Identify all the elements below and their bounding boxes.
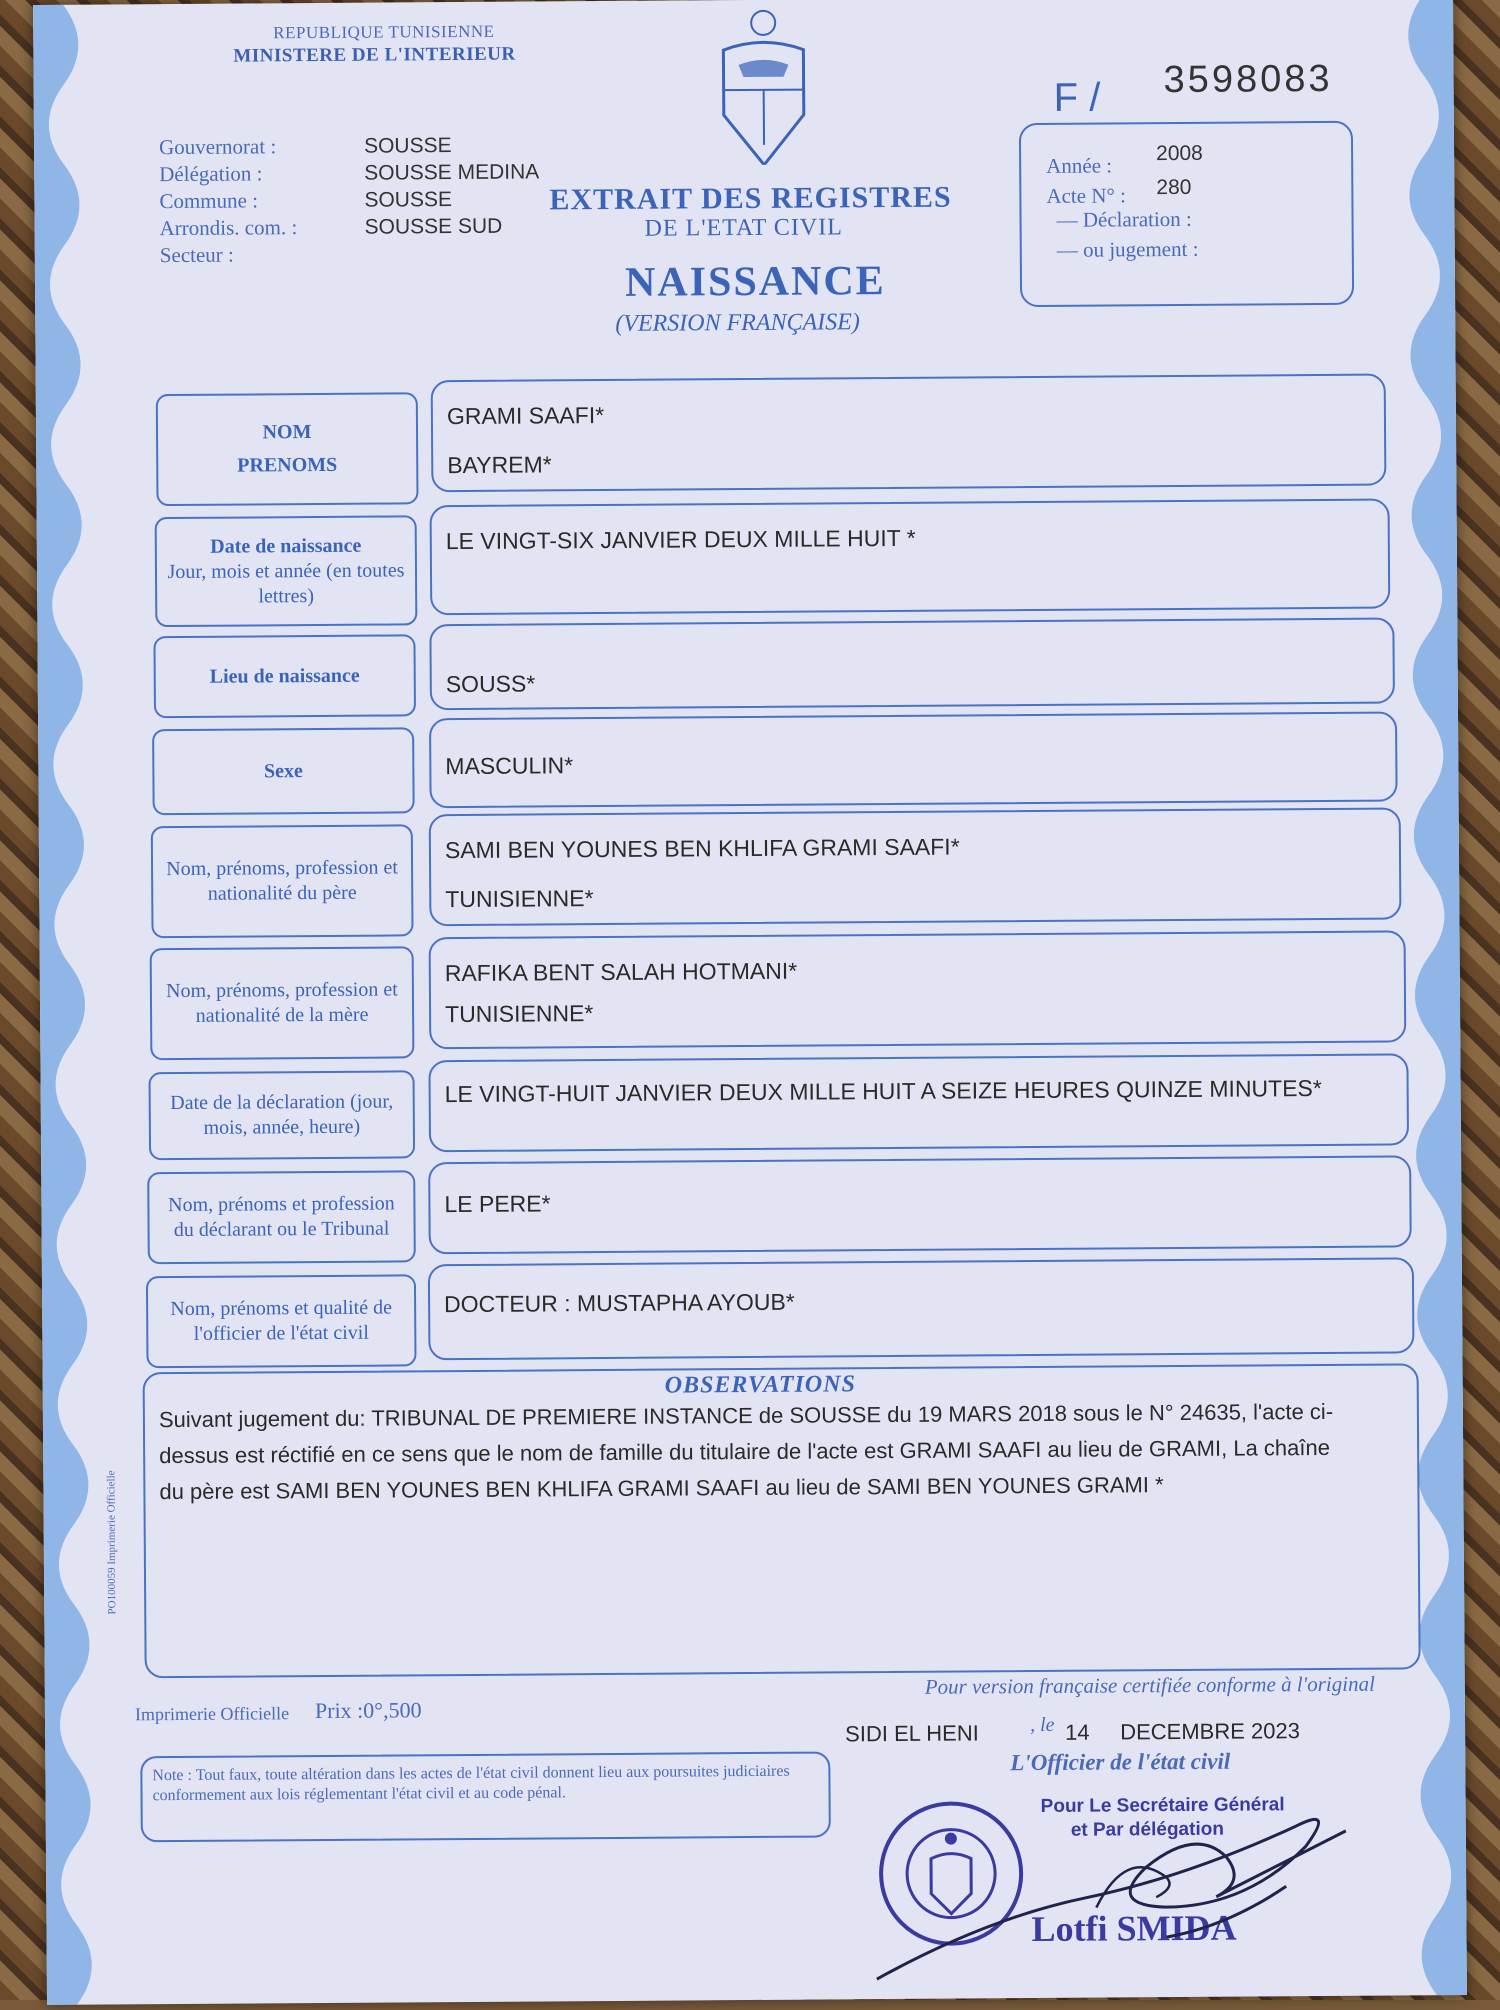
legal-note-text: Note : Tout faux, toute altération dans les actes de l'état civil donnent lieu aux poursuites judiciaires conformement aux lois réglementant l'état civil et au code pénal.: [152, 1762, 818, 1807]
officer-title: L'Officier de l'état civil: [1010, 1749, 1230, 1777]
declarant-value: [428, 1155, 1412, 1254]
place-name: SIDI EL HENI: [845, 1720, 979, 1747]
location-label: Gouvernorat :: [159, 133, 364, 161]
location-label: Arrondis. com. :: [160, 214, 365, 242]
date-naissance-value: [430, 499, 1391, 616]
document-subtitle: DE L'ETAT CIVIL: [645, 214, 843, 242]
officier-label: Nom, prénoms et qualité de l'officier de l'état civil: [146, 1274, 417, 1368]
location-value: SOUSSE MEDINA: [364, 158, 539, 186]
location-value: SOUSSE: [364, 186, 452, 214]
pere-name: SAMI BEN YOUNES BEN KHLIFA GRAMI SAAFI*: [445, 828, 1385, 868]
sexe-text: MASCULIN*: [445, 744, 1381, 784]
jugement-label: — ou jugement :: [1057, 236, 1199, 264]
sexe-value: [429, 711, 1398, 808]
delegation-line1: Pour Le Secrétaire Général: [1041, 1794, 1285, 1818]
nom-prenoms-label: [156, 392, 419, 506]
location-row: [159, 158, 539, 188]
date-declaration-text: LE VINGT-HUIT JANVIER DEUX MILLE HUIT A SEIZE HEURES QUINZE MINUTES*: [445, 1072, 1393, 1112]
certificate-type: NAISSANCE: [625, 257, 886, 307]
left-decorative-border: [33, 4, 117, 2004]
officier-value: [428, 1257, 1415, 1360]
declarant-label: Nom, prénoms et profession du déclarant ou le Tribunal: [147, 1170, 416, 1264]
officier-text: DOCTEUR : MUSTAPHA AYOUB*: [444, 1281, 1398, 1321]
lieu-naissance-value: [429, 617, 1395, 710]
pere-value: [429, 807, 1402, 926]
nom-label: NOM: [262, 420, 311, 445]
date-naissance-subtitle: Jour, mois et année (en toutes lettres): [165, 558, 407, 610]
date-declaration-label: Date de la déclaration (jour, mois, année, heure): [148, 1070, 415, 1160]
annee-value: 2008: [1156, 140, 1203, 167]
location-label: Secteur :: [160, 241, 365, 269]
legal-note-box: [140, 1751, 831, 1842]
observations-title: OBSERVATIONS: [665, 1371, 856, 1399]
location-value: SOUSSE SUD: [365, 213, 503, 241]
price-label: Prix :0°,500: [315, 1697, 422, 1724]
declarant-text: LE PERE*: [444, 1181, 1395, 1221]
lieu-naissance-label: Lieu de naissance: [153, 634, 416, 718]
handwritten-signature: [866, 1786, 1387, 1990]
location-row: [159, 131, 539, 161]
ministry-header: MINISTERE DE L'INTERIEUR: [233, 44, 515, 68]
coat-of-arms-emblem: [708, 5, 819, 166]
date-naissance-text: LE VINGT-SIX JANVIER DEUX MILLE HUIT *: [446, 519, 1374, 558]
imprimerie-label: Imprimerie Officielle: [135, 1703, 289, 1725]
mere-value: [429, 930, 1407, 1049]
location-row: [160, 239, 540, 269]
birth-certificate-document: [33, 0, 1467, 2005]
lieu-naissance-text: SOUSS*: [446, 662, 1379, 702]
observations-text: Suivant jugement du: TRIBUNAL DE PREMIERE INSTANCE de SOUSSE du 19 MARS 2018 sous le N° 24635, l'acte ci-dessus est réctifié en ce sens que le nom de famille du titulaire de l'acte est GRAMI SAAFI au lieu de GRAMI, La chaîne du père est SAMI BEN YOUNES BEN KHLIFA GRAMI SAAFI au lieu de SAMI BEN YOUNES GRAMI *: [159, 1394, 1340, 1510]
prenoms-label: PRENOMS: [237, 453, 337, 479]
location-row: [159, 185, 539, 215]
signatory-name: Lotfi SMIDA: [1031, 1907, 1236, 1950]
location-label: Délégation :: [159, 160, 364, 188]
location-value: SOUSSE: [364, 132, 452, 160]
acte-label: Acte N° :: [1046, 182, 1126, 210]
location-label: Commune :: [159, 187, 364, 215]
location-row: [160, 212, 540, 242]
certified-conform-text: Pour version française certifiée conforme à l'original: [925, 1672, 1375, 1700]
mere-nationality: TUNISIENNE*: [445, 992, 1390, 1032]
pere-nationality: TUNISIENNE*: [445, 877, 1385, 917]
republic-header: REPUBLIQUE TUNISIENNE: [273, 22, 494, 44]
prenoms-value: BAYREM*: [447, 443, 1370, 482]
delegation-line2: et Par délégation: [1071, 1819, 1224, 1842]
acte-info-box: [1019, 121, 1354, 307]
date-naissance-label: [155, 515, 418, 627]
nom-value: GRAMI SAAFI*: [447, 394, 1370, 433]
serial-prefix: F /: [1054, 76, 1101, 121]
location-block: [159, 131, 540, 269]
issue-date: 14 DECEMBRE 2023: [1065, 1718, 1300, 1746]
nom-prenoms-value: [431, 374, 1387, 493]
side-print-code: PO100059 Imprimerie Officielle: [105, 1470, 118, 1614]
serial-number: 3598083: [1163, 58, 1332, 102]
date-connector: , le: [1030, 1714, 1055, 1737]
declaration-label: — Déclaration :: [1056, 206, 1191, 234]
version-label: (VERSION FRANÇAISE): [615, 309, 860, 338]
pere-label: Nom, prénoms, profession et nationalité du père: [151, 824, 414, 938]
annee-label: Année :: [1046, 152, 1112, 179]
document-title: EXTRAIT DES REGISTRES: [549, 181, 951, 218]
date-naissance-title: Date de naissance: [210, 533, 361, 559]
acte-value: 280: [1156, 174, 1191, 201]
observations-box: [143, 1363, 1421, 1678]
mere-label: Nom, prénoms, profession et nationalité de la mère: [150, 946, 415, 1060]
mere-name: RAFIKA BENT SALAH HOTMANI*: [445, 951, 1390, 991]
sexe-label: Sexe: [152, 727, 415, 815]
date-declaration-value: [428, 1053, 1409, 1152]
